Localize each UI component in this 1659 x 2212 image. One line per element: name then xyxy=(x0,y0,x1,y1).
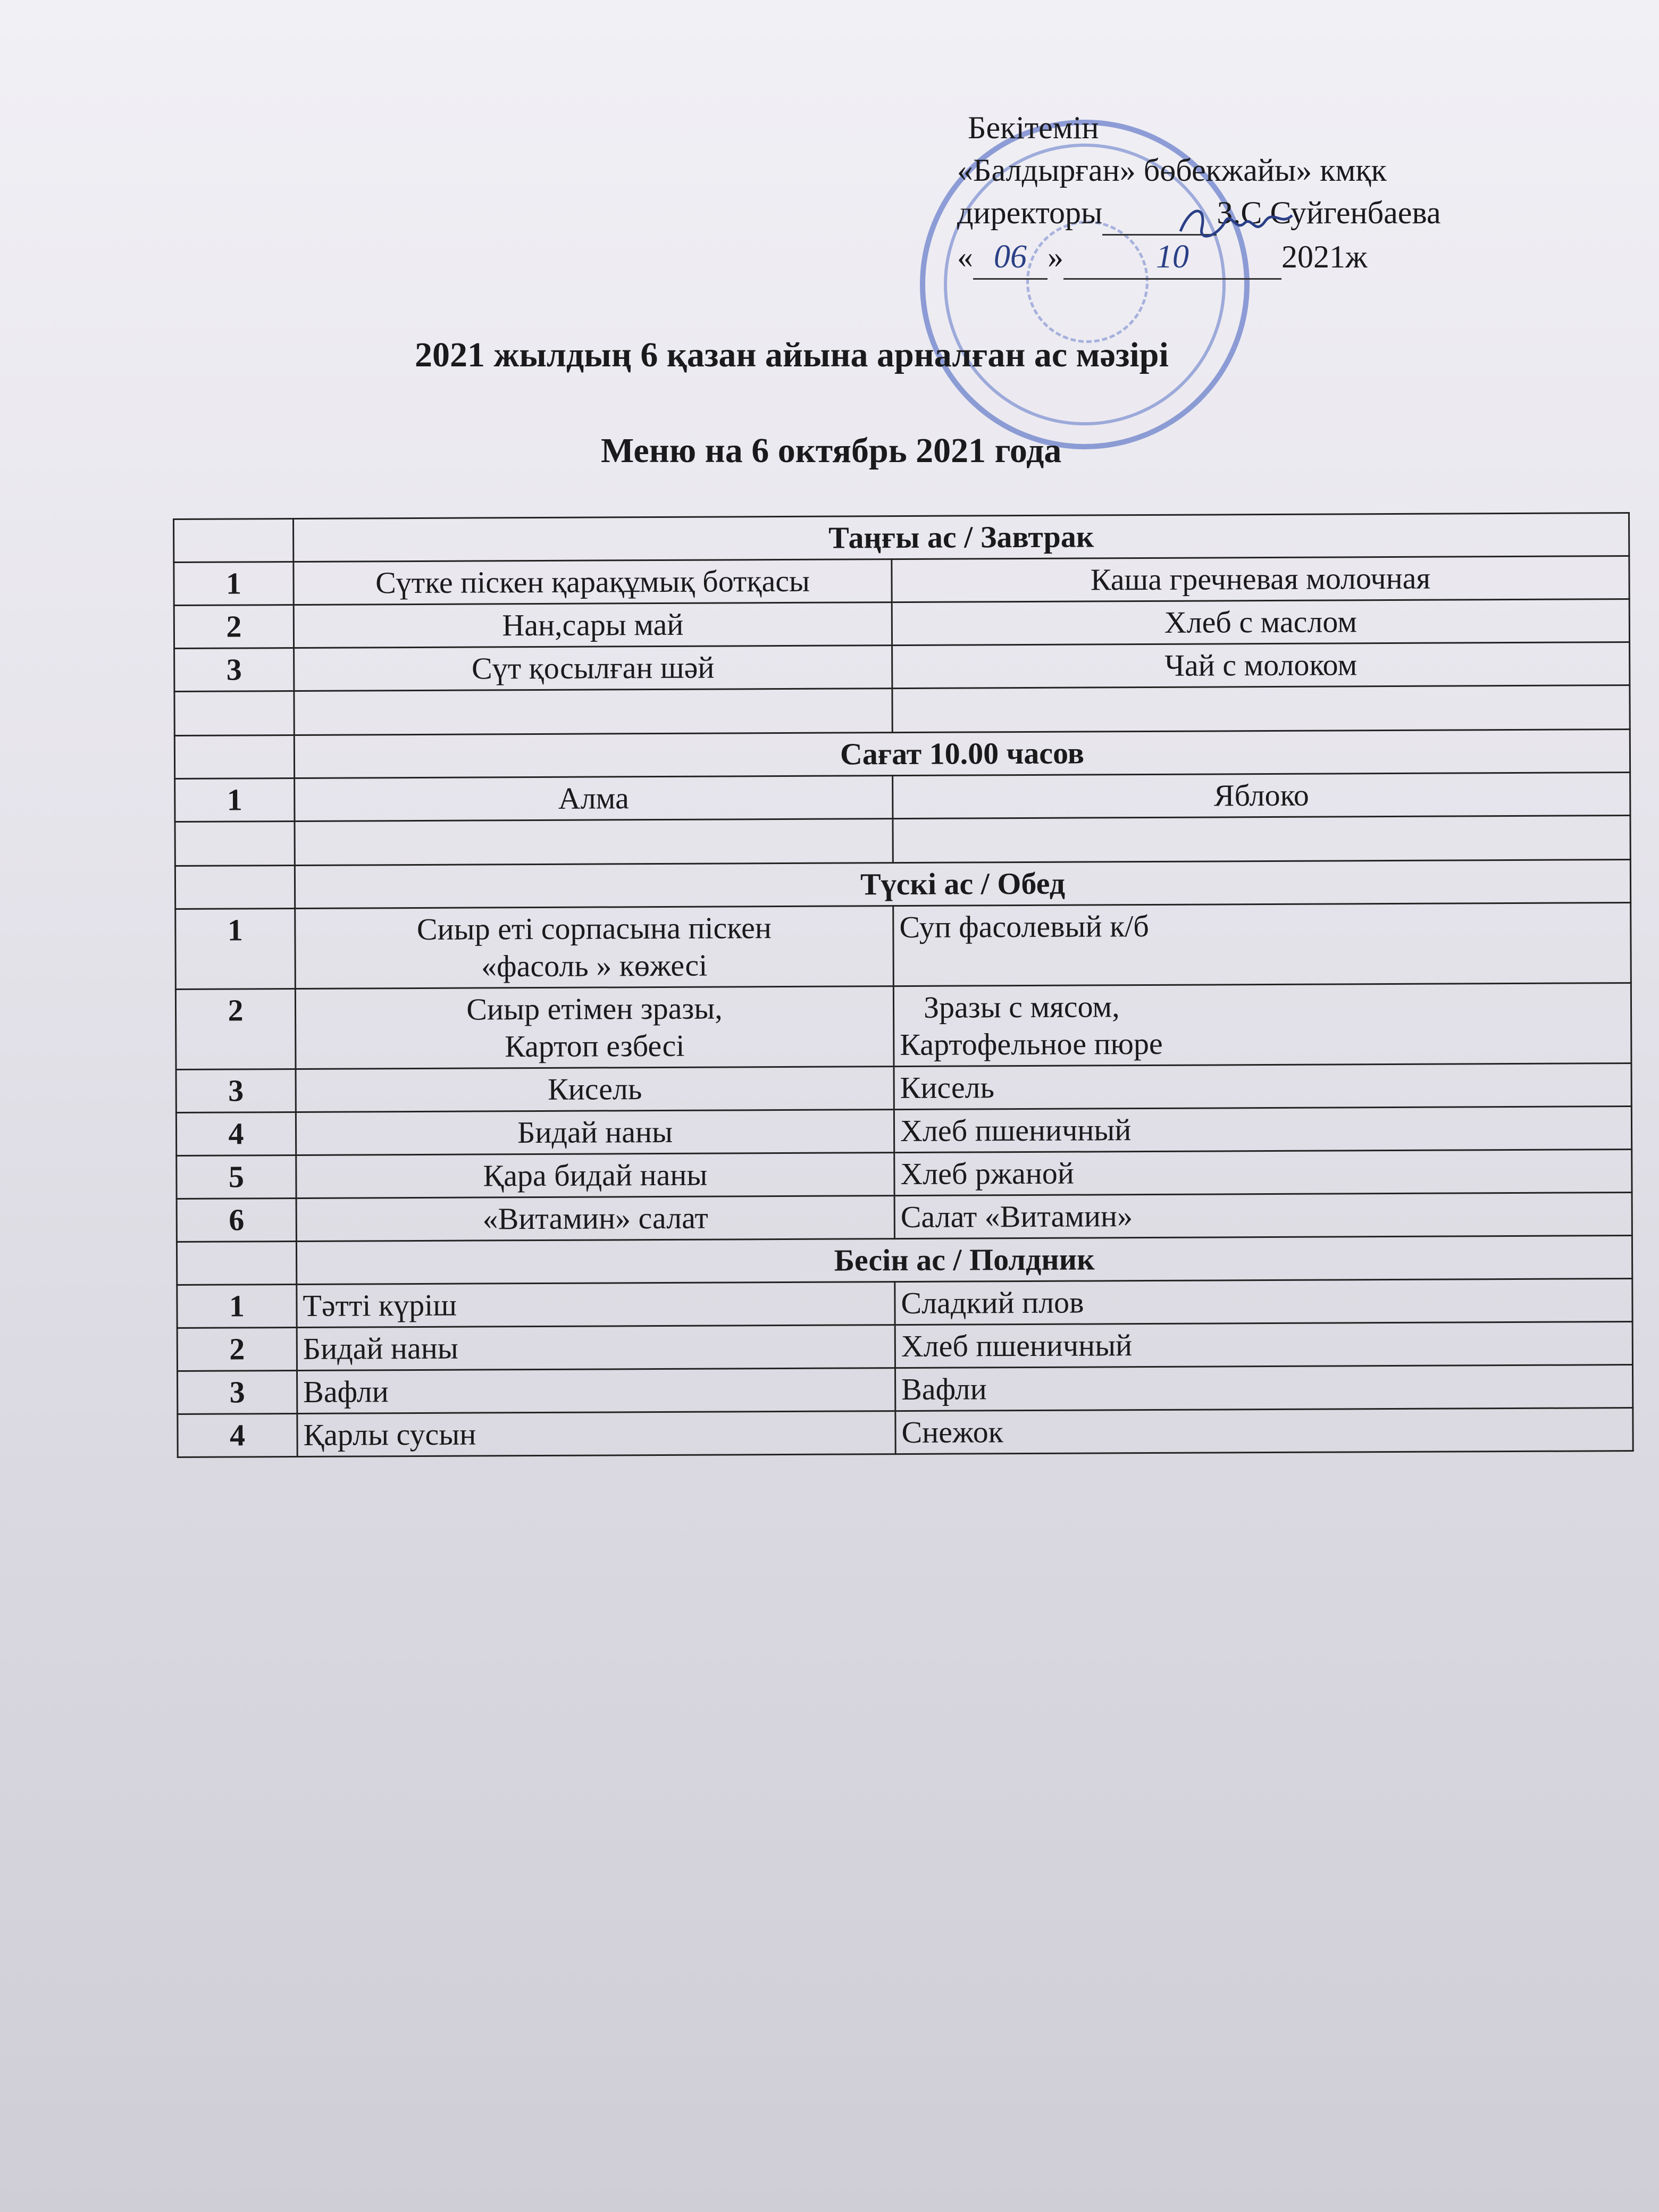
item-russian: Хлеб с маслом xyxy=(892,599,1629,646)
table-row xyxy=(177,1279,1632,1328)
item-russian: Яблоко xyxy=(893,773,1630,819)
item-kazakh: Сүтке піскен қарақұмық ботқасы xyxy=(294,559,892,605)
item-russian: Сладкий плов xyxy=(895,1279,1632,1325)
approval-year: 2021ж xyxy=(1281,239,1368,274)
item-kazakh: Бидай наны xyxy=(296,1110,894,1155)
menu-title-kazakh: 2021 жылдың 6 қазан айына арналған ас мәзірі xyxy=(415,336,1169,374)
row-number: 2 xyxy=(175,989,296,1070)
table-row xyxy=(178,1408,1633,1457)
menu-title-russian: Меню на 6 октябрь 2021 года xyxy=(601,431,1062,470)
item-russian: Хлеб пшеничный xyxy=(894,1107,1631,1153)
item-russian: Вафли xyxy=(895,1365,1632,1411)
row-number: 1 xyxy=(174,562,294,606)
row-number: 4 xyxy=(178,1413,297,1457)
item-kazakh: Вафли xyxy=(297,1368,895,1414)
section-header-row xyxy=(174,730,1630,779)
table-row xyxy=(175,903,1631,990)
item-russian-line-1: Зразы с мясом, xyxy=(923,989,1120,1025)
section-header-row xyxy=(174,513,1629,563)
table-row xyxy=(177,1322,1632,1371)
item-kazakh: Бидай наны xyxy=(297,1325,895,1371)
item-kazakh: Алма xyxy=(295,776,893,822)
item-russian: Хлеб ржаной xyxy=(894,1150,1632,1196)
approval-position: директоры xyxy=(957,195,1103,230)
item-kazakh xyxy=(295,906,894,989)
item-russian: Хлеб пшеничный xyxy=(895,1322,1632,1368)
menu-table xyxy=(173,512,1634,1458)
row-number: 1 xyxy=(177,1284,297,1328)
row-number: 1 xyxy=(175,778,295,822)
signature-blank xyxy=(1102,191,1217,236)
row-number: 2 xyxy=(177,1327,297,1371)
row-number: 3 xyxy=(174,648,294,692)
section-title: Таңғы ас / Завтрак xyxy=(294,513,1629,562)
row-number: 5 xyxy=(177,1155,296,1199)
table-row xyxy=(177,1365,1632,1414)
section-header-row xyxy=(177,1236,1632,1285)
table-row xyxy=(174,556,1629,606)
item-kazakh: Қара бидай наны xyxy=(296,1153,894,1199)
item-kazakh: Нан,сары май xyxy=(294,602,892,648)
table-row xyxy=(177,1193,1632,1242)
row-number: 6 xyxy=(177,1198,296,1242)
table-row xyxy=(174,599,1629,649)
table-row xyxy=(177,1150,1632,1199)
table-row xyxy=(175,983,1631,1070)
item-russian xyxy=(893,983,1631,1067)
item-kazakh: Тәтті күріш xyxy=(297,1282,895,1328)
approval-director-name: З.С Суйгенбаева xyxy=(1217,195,1441,230)
item-kazakh: Кисель xyxy=(296,1067,894,1112)
item-russian: Снежок xyxy=(895,1408,1633,1454)
approval-block xyxy=(957,106,1595,280)
section-title: Бесін ас / Полдник xyxy=(296,1236,1632,1285)
approval-month: 10 xyxy=(1063,236,1281,280)
row-number: 2 xyxy=(174,605,294,649)
table-row xyxy=(174,642,1630,692)
item-kazakh: «Витамин» салат xyxy=(296,1196,894,1242)
item-kazakh xyxy=(295,986,894,1069)
date-open-quote: « xyxy=(957,239,973,274)
item-russian: Чай с молоком xyxy=(892,642,1630,689)
item-russian: Кисель xyxy=(894,1063,1631,1110)
approval-line-4 xyxy=(957,236,1595,280)
item-kazakh: Қарлы сусын xyxy=(297,1411,895,1457)
approval-line-1: Бекітемін xyxy=(968,110,1099,145)
item-russian: Каша гречневая молочная xyxy=(892,556,1629,602)
empty-row xyxy=(174,685,1630,736)
item-kazakh-line-2: «фасоль » көжесі xyxy=(481,948,708,984)
table-row xyxy=(176,1063,1631,1113)
item-kazakh-line-1: Сиыр еті сорпасына піскен xyxy=(416,910,772,947)
section-title: Сағат 10.00 часов xyxy=(294,730,1630,778)
approval-day: 06 xyxy=(973,236,1048,280)
empty-row xyxy=(175,816,1630,866)
item-russian: Салат «Витамин» xyxy=(894,1193,1632,1239)
row-number: 3 xyxy=(176,1069,296,1113)
item-kazakh: Сүт қосылған шәй xyxy=(294,646,892,691)
table-row xyxy=(176,1107,1631,1156)
approval-line-2: «Балдырған» бөбекжайы» кмқк xyxy=(957,153,1387,188)
item-kazakh-line-1: Сиыр етімен зразы, xyxy=(466,991,723,1027)
item-kazakh-line-2: Картоп езбесі xyxy=(505,1028,685,1064)
date-close-quote: » xyxy=(1048,239,1063,274)
section-title: Түскі ас / Обед xyxy=(295,860,1630,909)
approval-line-3 xyxy=(957,191,1595,236)
row-number: 1 xyxy=(175,909,296,990)
table-row xyxy=(175,773,1630,822)
row-number: 4 xyxy=(176,1112,296,1156)
row-number: 3 xyxy=(177,1370,297,1414)
item-russian: Суп фасолевый к/б xyxy=(893,903,1631,986)
section-header-row xyxy=(175,860,1630,909)
item-russian-line-2: Картофельное пюре xyxy=(900,1026,1163,1062)
